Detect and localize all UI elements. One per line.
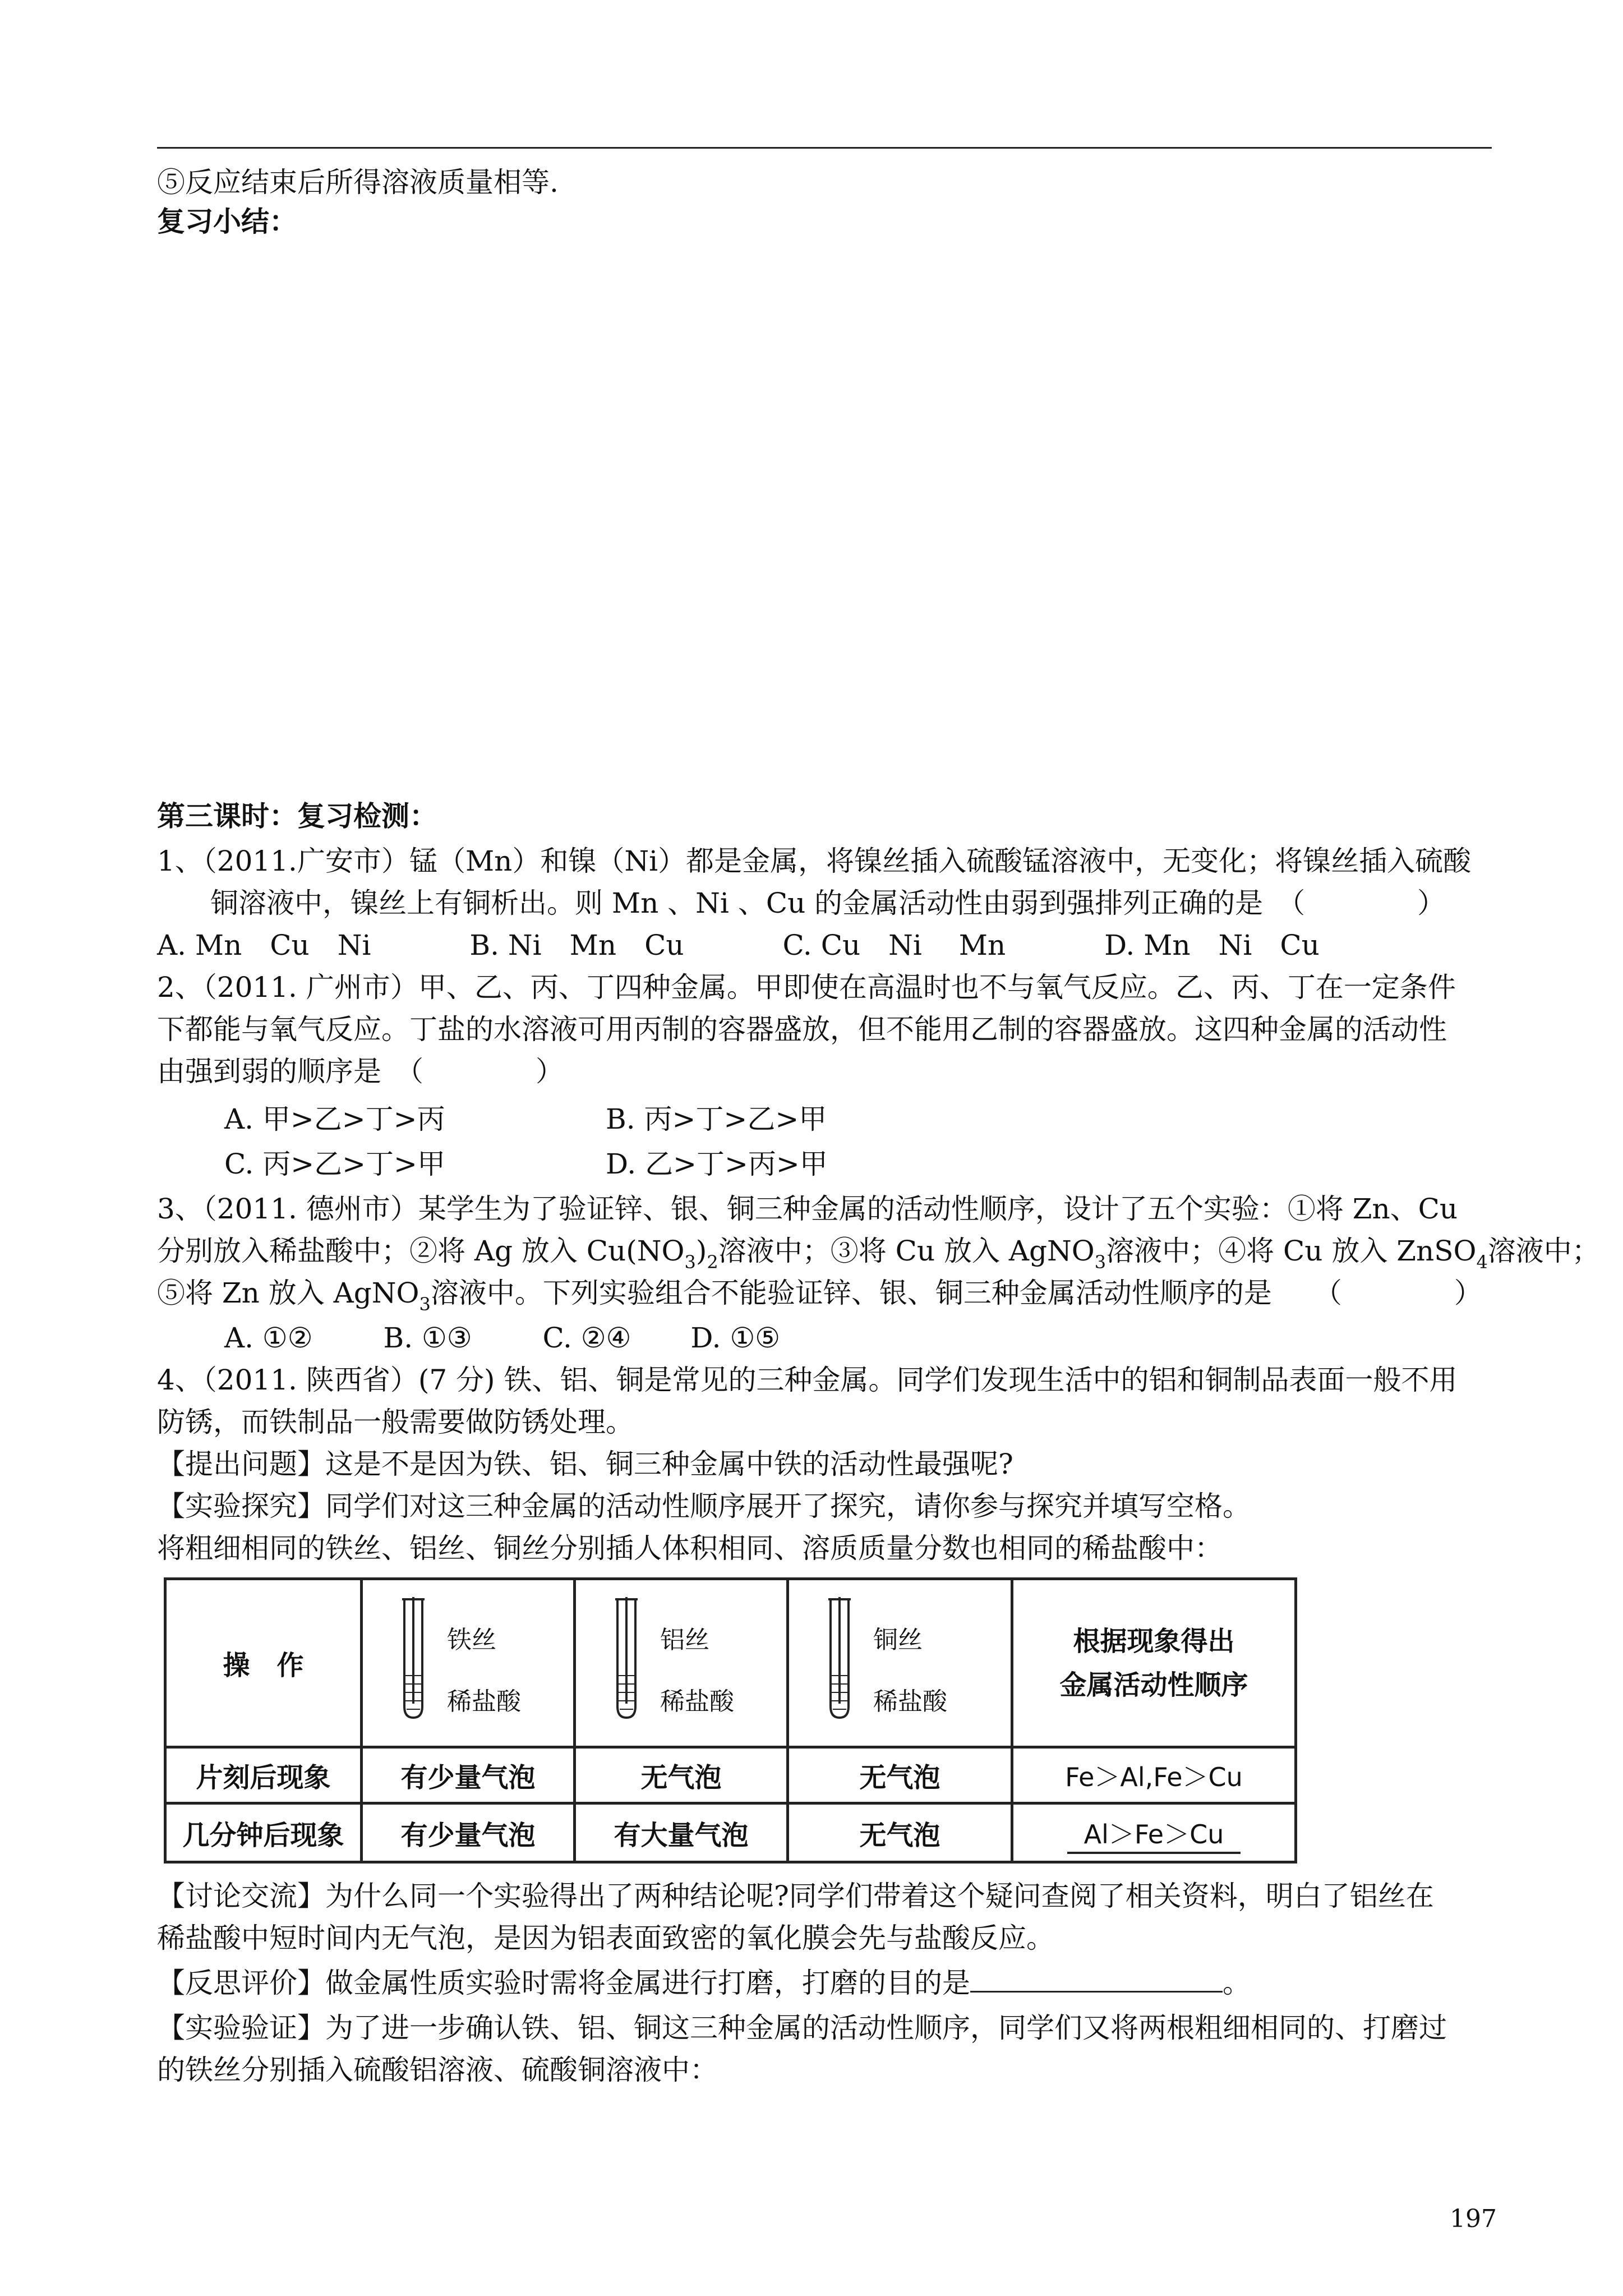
conclusion-cell	[1012, 1803, 1296, 1862]
option-d: D. ①⑤	[690, 1322, 781, 1354]
question-1-line-1: 1、（2011.广安市）锰（Mn）和镍（Ni）都是金属，将镍丝插入硫酸锰溶液中，无变化；将镍丝插入硫酸	[157, 845, 1472, 877]
test-tube-icon	[828, 1597, 851, 1720]
option-d: D. Mn Ni Cu	[1104, 929, 1320, 961]
text-fragment: ⑤将 Zn 放入 AgNO	[157, 1277, 419, 1309]
option-d: D. 乙>丁>丙>甲	[606, 1148, 828, 1180]
question-1-line-2: 铜溶液中，镍丝上有铜析出。则 Mn 、Ni 、Cu 的金属活动性由弱到强排列正确的是 （ ）	[210, 887, 1446, 919]
table-row	[165, 1579, 1296, 1747]
text-fragment: 溶液中。下列实验组合不能验证锌、银、铜三种金属活动性顺序的是 （ ）	[430, 1277, 1482, 1309]
question-4-line-9: 【实验验证】为了进一步确认铁、铝、铜这三种金属的活动性顺序，同学们又将两根粗细相同的、打磨过	[157, 2012, 1447, 2044]
subscript: 2	[707, 1251, 718, 1273]
wire-label: 铜丝	[873, 1626, 923, 1654]
text-line: ⑤反应结束后所得溶液质量相等.	[157, 166, 559, 199]
table-row	[165, 1803, 1296, 1862]
subscript: 3	[419, 1294, 431, 1315]
text-fragment: )	[695, 1235, 707, 1267]
test-tube-icon	[615, 1597, 638, 1720]
answer-blank[interactable]	[970, 1965, 1223, 1993]
experiment-table	[164, 1577, 1297, 1864]
conclusion-cell: Fe＞Al,Fe＞Cu	[1012, 1747, 1296, 1803]
option-b: B. Ni Mn Cu	[469, 929, 684, 961]
option-b: B. 丙>丁>乙>甲	[606, 1103, 827, 1135]
header-rule	[157, 147, 1492, 149]
question-2-line-3: 由强到弱的顺序是 （ ）	[157, 1055, 564, 1088]
question-4-line-8	[157, 1963, 1503, 2003]
conclusion-answer: Al＞Fe＞Cu	[1067, 1819, 1241, 1854]
text-fragment: 。	[1223, 1967, 1251, 1999]
table-cell: 有大量气泡	[575, 1803, 788, 1862]
acid-label: 稀盐酸	[873, 1687, 947, 1716]
table-cell: 无气泡	[788, 1803, 1012, 1862]
conclusion-header-line-2: 金属活动性顺序	[1059, 1669, 1248, 1701]
wire-label: 铝丝	[660, 1626, 709, 1654]
question-2-options-row-1	[224, 1099, 1570, 1139]
acid-label: 稀盐酸	[447, 1687, 521, 1716]
question-4-line-1: 4、（2011. 陕西省）(7 分) 铁、铝、铜是常见的三种金属。同学们发现生活中的铝和铜制品表面一般不用	[157, 1364, 1458, 1396]
question-2-line-1: 2、（2011. 广州市）甲、乙、丙、丁四种金属。甲即使在高温时也不与氧气反应。乙、丙、丁在一定条件	[157, 971, 1456, 1004]
question-4-line-2: 防锈，而铁制品一般需要做防锈处理。	[157, 1406, 634, 1438]
question-3-line-3	[157, 1273, 1503, 1316]
test-tube-icon	[402, 1597, 425, 1720]
option-c: C. Cu Ni Mn	[782, 929, 1006, 961]
question-4-line-3: 【提出问题】这是不是因为铁、铝、铜三种金属中铁的活动性最强呢?	[157, 1448, 1013, 1480]
question-4-line-5: 将粗细相同的铁丝、铝丝、铜丝分别插人体积相同、溶质质量分数也相同的稀盐酸中：	[157, 1532, 1223, 1565]
tube-cell-iron	[362, 1579, 575, 1747]
wire-label: 铁丝	[447, 1626, 496, 1654]
operation-label: 操 作	[165, 1579, 362, 1747]
question-4-line-6: 【讨论交流】为什么同一个实验得出了两种结论呢?同学们带着这个疑问查阅了相关资料，明白了铝丝在	[157, 1880, 1434, 1912]
subscript: 4	[1476, 1251, 1488, 1273]
table-row	[165, 1747, 1296, 1803]
table-cell: 有少量气泡	[362, 1747, 575, 1803]
table-cell: 无气泡	[788, 1747, 1012, 1803]
table-cell: 无气泡	[575, 1747, 788, 1803]
option-b: B. ①③	[383, 1322, 472, 1354]
text-fragment: 溶液中；④将 Cu 放入 ZnSO	[1106, 1235, 1477, 1267]
tube-cell-copper	[788, 1579, 1012, 1747]
question-4-line-10: 的铁丝分别插入硫酸铝溶液、硫酸铜溶液中：	[157, 2054, 718, 2086]
subscript: 3	[684, 1251, 696, 1273]
text-fragment: 【反思评价】做金属性质实验时需将金属进行打磨，打磨的目的是	[157, 1967, 970, 1999]
question-2-options-row-2	[224, 1144, 1570, 1184]
option-a: A. ①②	[224, 1322, 313, 1354]
conclusion-header	[1012, 1579, 1296, 1747]
subscript: 3	[1094, 1251, 1106, 1273]
acid-label: 稀盐酸	[660, 1687, 734, 1716]
question-3-line-2	[157, 1231, 1600, 1274]
text-fragment: 溶液中；③将 Cu 放入 AgNO	[718, 1235, 1095, 1267]
text-fragment: 溶液中；	[1487, 1235, 1600, 1267]
row-label: 片刻后现象	[165, 1747, 362, 1803]
section-heading-lesson3: 第三课时：复习检测：	[157, 799, 437, 832]
question-3-options	[224, 1318, 1570, 1358]
section-heading-summary: 复习小结：	[157, 205, 297, 238]
question-3-line-1: 3、（2011. 德州市）某学生为了验证锌、银、铜三种金属的活动性顺序，设计了五个实验：①将 Zn、Cu	[157, 1193, 1458, 1225]
row-label: 几分钟后现象	[165, 1803, 362, 1862]
page-number: 197	[1450, 2205, 1497, 2233]
question-2-line-2: 下都能与氧气反应。丁盐的水溶液可用丙制的容器盛放，但不能用乙制的容器盛放。这四种金属的活动性	[157, 1013, 1447, 1046]
question-4-line-4: 【实验探究】同学们对这三种金属的活动性顺序展开了探究，请你参与探究并填写空格。	[157, 1490, 1251, 1522]
conclusion-header-line-1: 根据现象得出	[1073, 1625, 1235, 1657]
text-fragment: 分别放入稀盐酸中；②将 Ag 放入 Cu(NO	[157, 1235, 685, 1267]
question-1-options	[157, 926, 1503, 965]
table-cell: 有少量气泡	[362, 1803, 575, 1862]
option-c: C. ②④	[542, 1322, 631, 1354]
tube-cell-aluminum	[575, 1579, 788, 1747]
option-a: A. Mn Cu Ni	[157, 929, 371, 961]
option-c: C. 丙>乙>丁>甲	[224, 1148, 445, 1180]
option-a: A. 甲>乙>丁>丙	[224, 1103, 445, 1135]
question-4-line-7: 稀盐酸中短时间内无气泡，是因为铝表面致密的氧化膜会先与盐酸反应。	[157, 1922, 1054, 1954]
